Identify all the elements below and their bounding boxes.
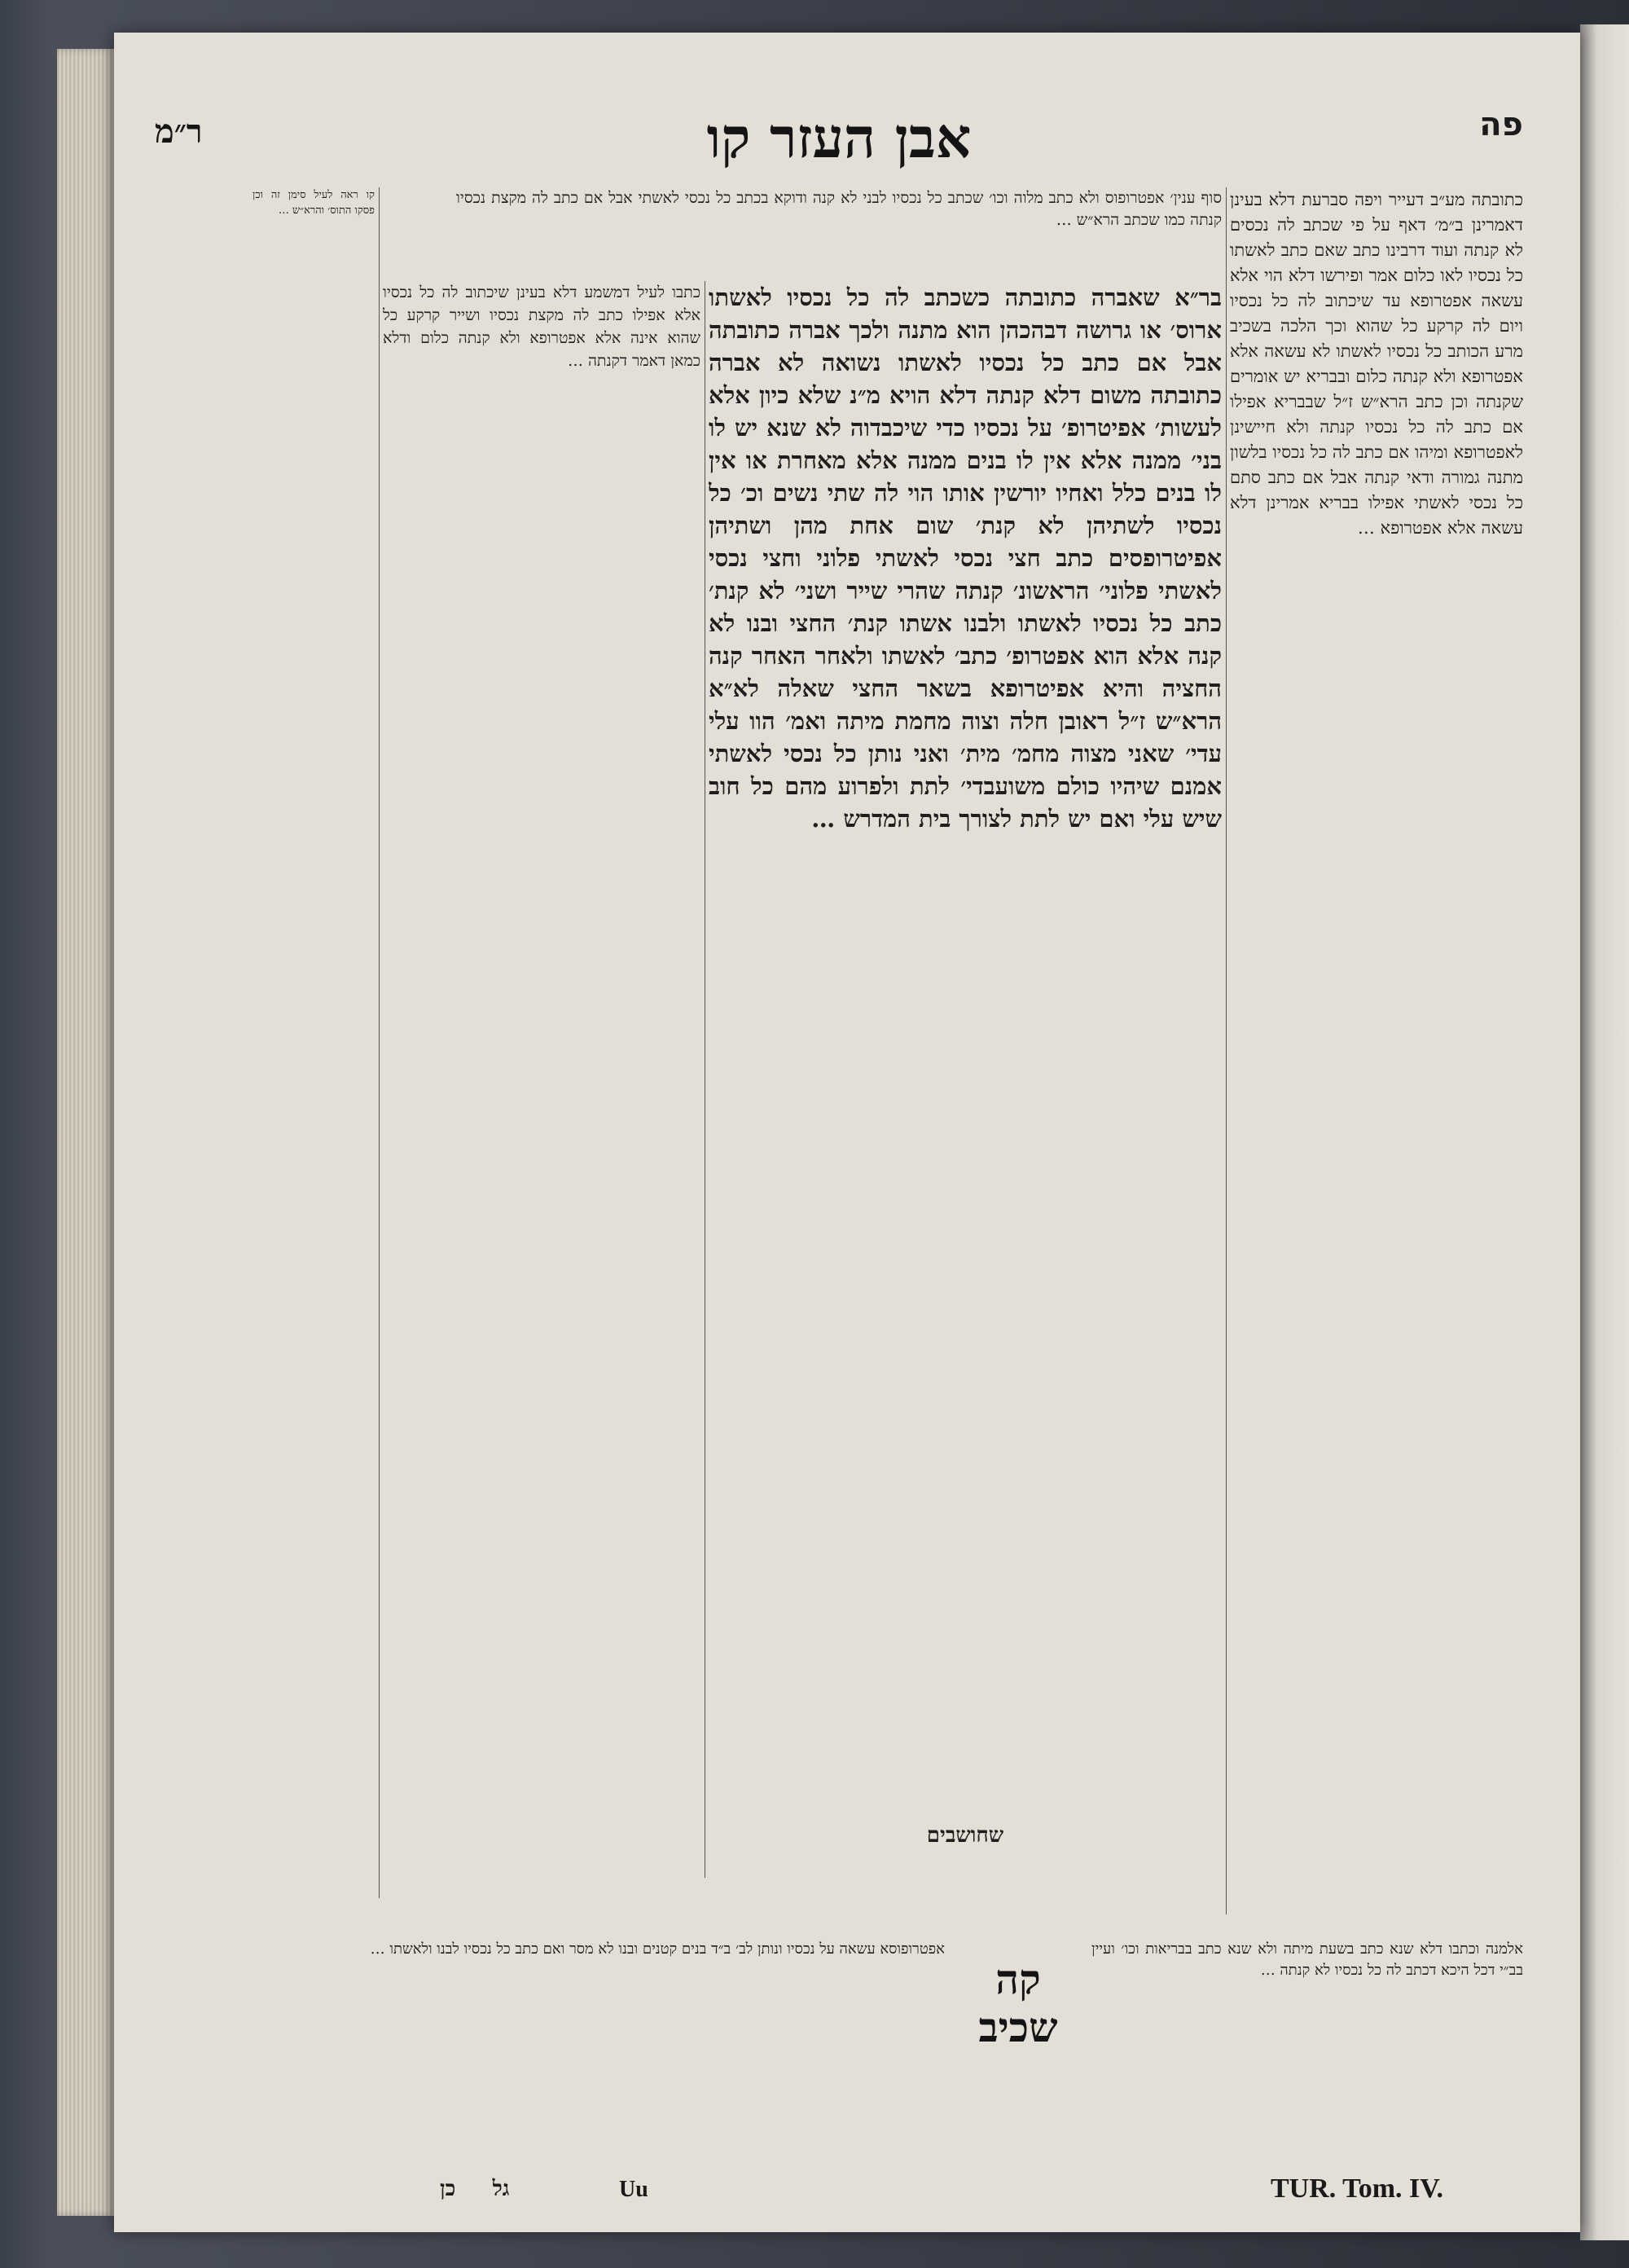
facing-page-edge	[1580, 24, 1629, 2240]
top-commentary-text: סוף ענין׳ אפטרופוס ולא כתב מלוה וכו׳ שכתב כל נכסיו לבני לא קנה ודוקא בכתב כל נכסי לאשתי אבל אם כתב לה מקצת נכסיו קנתה כמו שכתב הרא״ש …	[456, 189, 1222, 229]
catchword-left: גל	[492, 2177, 510, 2201]
main-text: בר״א שאברה כתובתה כשכתב לה כל נכסיו לאשתו ארוס׳ או גרושה דבהכהן הוא מתנה ולכך אברה כתובתה אבל אם כתב כל נכסיו לאשתו נשואה לא אברה כתובתה משום דלא קנתה דלא הויא מ״נ שלא כיון אלא לעשות׳ אפיטרופ׳ על נכסיו כדי שיכבדוה לא שנא יש לו בני׳ ממנה אלא אין לו בנים ממנה אלא מאחרת או אין לו בנים כלל ואחיו יורשין אותו הוי לה שתי נשים וכ׳ כל נכסיו לשתיהן לא קנת׳ שום אחת מהן ושתיהן אפיטרופסים כתב חצי נכסי לאשתי פלוני וחצי נכסי לאשתי פלוני׳ הראשונ׳ קנתה שהרי שייר ושני׳ לא קנת׳ כתב כל נכסיו לאשתו ולבנו אשתו קנת׳ החצי ובנו לא קנה אלא הוא אפטרופ׳ כתב׳ לאשתו ולאחר האחר קנה החציה והיא אפיטרופא בשאר החצי שאלה לא״א הרא״ש ז״ל ראובן חלה וצוה מחמת מיתה ואמ׳ הוו עלי עדי׳ שאני מצוה מחמ׳ מית׳ ואני נותן כל נכסי לאשתי אמנם שיהיו כולם משועבדי׳ לתת ולפרוע מהם כל חוב שיש עלי ואם יש לתת לצורך בית המדרש …	[709, 284, 1222, 833]
column-rule	[379, 187, 380, 1898]
inner-commentary-column	[383, 281, 700, 1894]
lower-left-commentary	[252, 1939, 945, 2167]
folio-number: פה	[1479, 106, 1523, 143]
main-text-last-word: שחושבים	[926, 1823, 1004, 1848]
footer-signature: Uu	[619, 2177, 648, 2202]
main-text-end	[709, 1821, 1222, 1870]
catchword: כן	[440, 2177, 456, 2201]
main-text-column	[709, 281, 1222, 1813]
top-commentary-block	[456, 187, 1222, 277]
section-heading: קה שכיב	[978, 1955, 1058, 2051]
lower-left-text: אפטרופוסא עשאה על נכסיו ונותן לב׳ ב״ד בנים קטנים ובנו לא מסר ואם כתב כל נכסיו לבנו ולאשתו …	[370, 1941, 945, 1958]
right-commentary-column	[1230, 187, 1523, 1914]
margin-notes-text: קו ראה לעיל סימן זה וכן פסקו התוס׳ והרא״ש …	[252, 189, 375, 217]
lower-right-commentary	[1091, 1939, 1523, 2167]
inner-commentary-text: כתבו לעיל דמשמע דלא בעינן שיכתוב לה כל נכסיו אלא אפילו כתב לה מקצת נכסיו ושייר קרקע כל שהוא אינה אלא אפטרופא ולא קנתה כלום ודלא כמאן דאמר דקנתה …	[383, 284, 700, 370]
margin-notes-column	[252, 187, 375, 1206]
footer-book-title: TUR. Tom. IV.	[1271, 2174, 1443, 2204]
right-commentary-text: כתובתה מע״ב דעייר ויפה סברעת דלא בעינן דאמרינן ב״מ׳ דאף על פי שכתב לה נכסים לא קנתה ועוד דרבינו כתב שאם כתב לאשתו כל נכסיו לאו כלום אמר ופירשו דלא הוי אלא עשאה אפטרופא עד שיכתוב לה כל נכסיו ויום לה קרקע כל שהוא וכך הלכה בשכיב מרע הכותב כל נכסיו לאשתו לא עשאה אלא אפטרופא ולא קנתה כלום ובבריא יש אומרים שקנתה וכן כתב הרא״ש ז״ל שבבריא אפילו אם כתב לה כל נכסיו קנתה ולא חיישינן לאפטרופא ומיהו אם כתב לה כל נכסיו בלשון מתנה גמורה ודאי קנתה אבל אם כתב סתם כל נכסי לאשתי אפילו בבריא אמרינן דלא עשאה אלא אפטרופא …	[1230, 190, 1523, 538]
lower-right-text: אלמנה וכתבו דלא שנא כתב בשעת מיתה ולא שנא כתב בבריאות וכו׳ ועיין בב״י דכל היכא דכתב לה כל נכסיו לא קנתה …	[1091, 1941, 1523, 1979]
footer-catchword	[440, 2177, 509, 2201]
page-stack-edge	[57, 49, 114, 2216]
column-rule	[1226, 187, 1227, 1914]
header-short-mark: ר״מ	[155, 112, 203, 151]
page-header	[155, 106, 1523, 187]
page-title: אבן העזר קו	[706, 106, 972, 171]
